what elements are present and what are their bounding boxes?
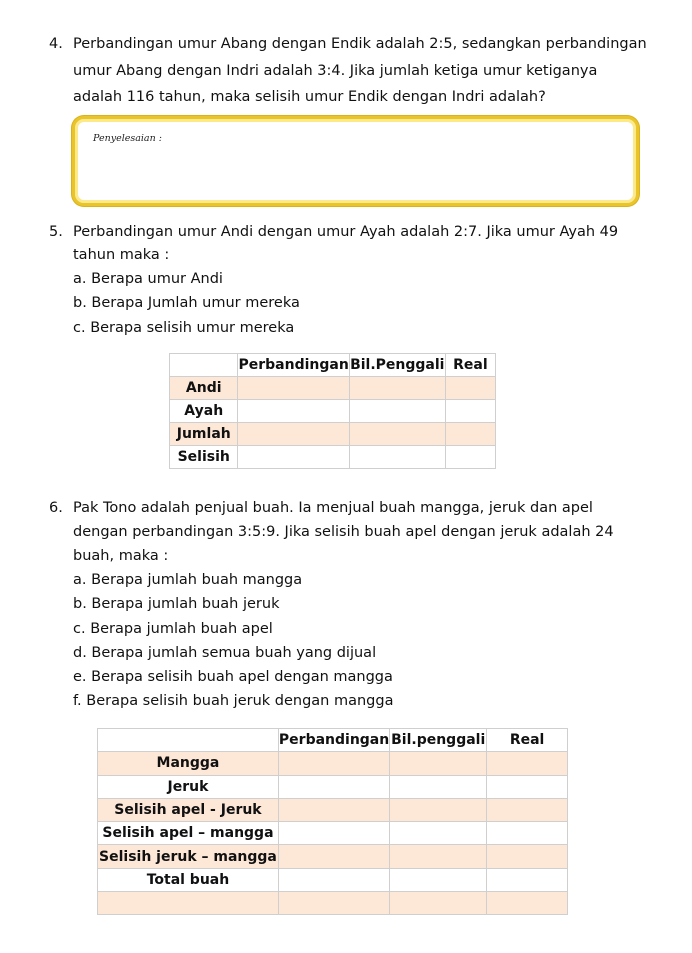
table-row: [98, 822, 568, 845]
sub-question: d. Berapa jumlah semua buah yang dijual: [73, 645, 377, 661]
table-header-cell: Bil.penggali: [390, 729, 487, 752]
ratio-table-q6: [97, 728, 568, 915]
question-text-line: umur Abang dengan Indri adalah 3:4. Jika jumlah ketiga umur ketiganya: [73, 63, 598, 79]
sub-question: c. Berapa jumlah buah apel: [73, 621, 273, 637]
question-text-line: adalah 116 tahun, maka selisih umur Endik dengan Indri adalah?: [73, 89, 546, 105]
sub-question: a. Berapa umur Andi: [73, 271, 223, 287]
table-cell[interactable]: [390, 892, 487, 915]
table-cell[interactable]: [487, 798, 568, 821]
table-row: [98, 775, 568, 798]
table-header-cell: Perbandingan: [278, 729, 389, 752]
table-cell[interactable]: [278, 798, 389, 821]
sub-question: a. Berapa jumlah buah mangga: [73, 572, 303, 588]
table-row: [98, 892, 568, 915]
table-cell[interactable]: [487, 845, 568, 868]
table-cell[interactable]: [390, 752, 487, 775]
table-cell[interactable]: [445, 423, 495, 446]
row-label: Selisih: [170, 446, 238, 469]
table-row: [170, 400, 496, 423]
table-header-cell: Real: [487, 729, 568, 752]
table-row: [98, 868, 568, 891]
answer-label: Penyelesaian :: [93, 133, 162, 144]
table-row: [170, 377, 496, 400]
sub-question: c. Berapa selisih umur mereka: [73, 320, 295, 336]
table-cell[interactable]: [445, 400, 495, 423]
table-cell[interactable]: [487, 822, 568, 845]
row-label: Jumlah: [170, 423, 238, 446]
table-cell[interactable]: [278, 845, 389, 868]
table-cell[interactable]: [278, 892, 389, 915]
table-cell[interactable]: [487, 775, 568, 798]
row-label: Selisih apel – mangga: [98, 822, 279, 845]
table-header-row: [98, 729, 568, 752]
row-label: Selisih jeruk – mangga: [98, 845, 279, 868]
table-header-row: [170, 354, 496, 377]
table-row: [98, 798, 568, 821]
table-cell[interactable]: [349, 377, 445, 400]
row-label: Jeruk: [98, 775, 279, 798]
row-label: Andi: [170, 377, 238, 400]
table-cell[interactable]: [278, 752, 389, 775]
table-header-cell: [170, 354, 238, 377]
row-label: Ayah: [170, 400, 238, 423]
table-cell[interactable]: [445, 377, 495, 400]
table-header-cell: Real: [445, 354, 495, 377]
question-text-line: Perbandingan umur Abang dengan Endik adalah 2:5, sedangkan perbandingan: [73, 36, 647, 52]
table-cell[interactable]: [278, 775, 389, 798]
table-cell[interactable]: [349, 423, 445, 446]
table-cell[interactable]: [238, 446, 349, 469]
ratio-table-q5: [169, 353, 496, 469]
table-cell[interactable]: [349, 446, 445, 469]
table-header-cell: [98, 729, 279, 752]
table-cell[interactable]: [487, 752, 568, 775]
table-cell[interactable]: [390, 868, 487, 891]
sub-question: e. Berapa selisih buah apel dengan mangga: [73, 669, 393, 685]
answer-box[interactable]: [72, 116, 639, 206]
table-cell[interactable]: [238, 423, 349, 446]
table-cell[interactable]: [445, 446, 495, 469]
question-number: 6.: [49, 500, 63, 516]
table-header-cell: Perbandingan: [238, 354, 349, 377]
question-text-line: tahun maka :: [73, 247, 170, 263]
table-cell[interactable]: [390, 845, 487, 868]
table-row: [170, 423, 496, 446]
table-cell[interactable]: [349, 400, 445, 423]
row-label: Selisih apel - Jeruk: [98, 798, 279, 821]
question-number: 5.: [49, 224, 63, 240]
question-number: 4.: [49, 36, 63, 52]
table-header-cell: Bil.Penggali: [349, 354, 445, 377]
question-text-line: dengan perbandingan 3:5:9. Jika selisih buah apel dengan jeruk adalah 24: [73, 524, 614, 540]
table-row: [98, 752, 568, 775]
table-cell[interactable]: [238, 400, 349, 423]
row-label: Total buah: [98, 868, 279, 891]
question-text-line: Pak Tono adalah penjual buah. Ia menjual buah mangga, jeruk dan apel: [73, 500, 593, 516]
table-cell[interactable]: [278, 822, 389, 845]
question-text-line: Perbandingan umur Andi dengan umur Ayah adalah 2:7. Jika umur Ayah 49: [73, 224, 619, 240]
question-text-line: buah, maka :: [73, 548, 169, 564]
table-cell[interactable]: [390, 775, 487, 798]
table-row: [98, 845, 568, 868]
table-cell[interactable]: [238, 377, 349, 400]
table-cell[interactable]: [278, 868, 389, 891]
row-label: Mangga: [98, 752, 279, 775]
sub-question: b. Berapa Jumlah umur mereka: [73, 295, 300, 311]
table-cell[interactable]: [487, 868, 568, 891]
table-cell[interactable]: [390, 798, 487, 821]
sub-question: f. Berapa selisih buah jeruk dengan mangga: [73, 693, 394, 709]
table-cell[interactable]: [487, 892, 568, 915]
row-label: [98, 892, 279, 915]
table-row: [170, 446, 496, 469]
sub-question: b. Berapa jumlah buah jeruk: [73, 596, 280, 612]
table-cell[interactable]: [390, 822, 487, 845]
